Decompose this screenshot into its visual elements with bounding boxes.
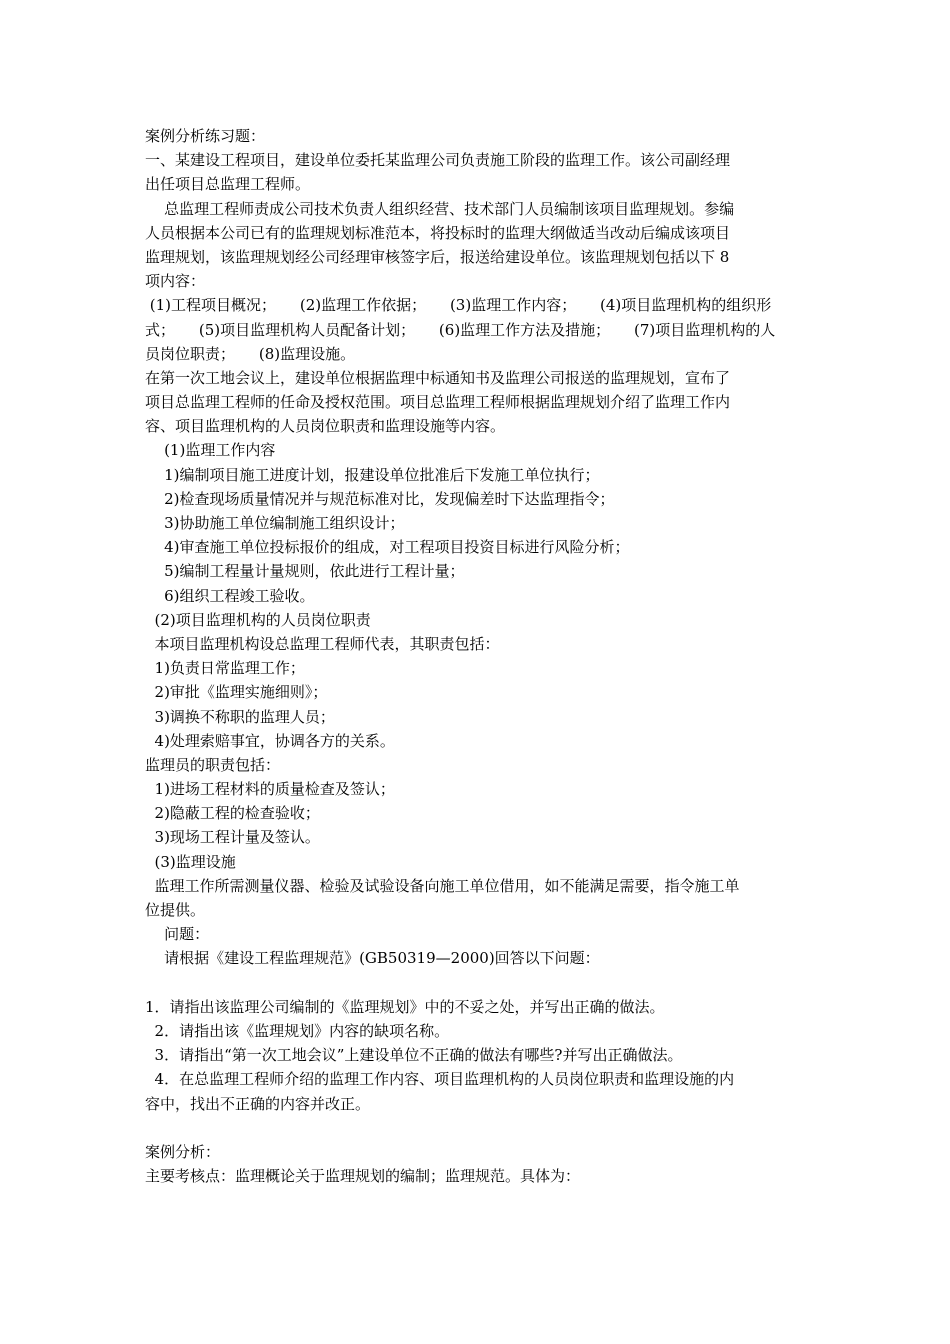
text-line: 4)处理索赔事宜，协调各方的关系。 [145,731,395,750]
text-line: 一、某建设工程项目，建设单位委托某监理公司负责施工阶段的监理工作。该公司副经理 [145,151,731,170]
text-line: 员岗位职责； (8)监理设施。 [145,344,356,363]
text-line: 6)组织工程竣工验收。 [145,586,315,605]
text-line: 2)审批《监理实施细则》； [145,683,328,702]
text-line: 1)负责日常监理工作； [145,659,305,678]
text-line: 人员根据本公司已有的监理规划标准范本，将投标时的监理大纲做适当改动后编成该项目 [145,223,731,242]
text-line: 总监理工程师责成公司技术负责人组织经营、技术部门人员编制该项目监理规划。参编 [145,199,735,218]
text-line: 5)编制工程量计量规则，依此进行工程计量； [145,562,465,581]
text-line: 3)调换不称职的监理人员； [145,707,335,726]
text-line: 2．请指出该《监理规划》内容的缺项名称。 [145,1021,450,1040]
text-line: 监理规划，该监理规划经公司经理审核签字后，报送给建设单位。该监理规划包括以下 8 [145,247,730,266]
text-line: 1．请指出该监理公司编制的《监理规划》中的不妥之处，并写出正确的做法。 [145,997,665,1016]
text-line: 监理工作所需测量仪器、检验及试验设备向施工单位借用，如不能满足需要，指令施工单 [145,876,740,895]
blank-line [145,971,810,995]
text-line: 2)检查现场质量情况并与规范标准对比，发现偏差时下达监理指令； [145,489,615,508]
text-line: 项目总监理工程师的任命及授权范围。项目总监理工程师根据监理规划介绍了监理工作内 [145,393,731,412]
text-line: 式； (5)项目监理机构人员配备计划； (6)监理工作方法及措施； (7)项目监理机构的人 [145,320,776,339]
text-line: 1)进场工程材料的质量检查及签认； [145,780,395,799]
text-line: 案例分析练习题： [145,127,266,145]
text-line: 1)编制项目施工进度计划，报建设单位批准后下发施工单位执行； [145,465,600,484]
text-line: 出任项目总监理工程师。 [145,175,311,194]
text-line: 3．请指出“第一次工地会议”上建设单位不正确的做法有哪些?并写出正确做法。 [145,1046,683,1065]
text-line: 3)现场工程计量及签认。 [145,828,320,847]
text-line: (3)监理设施 [145,852,236,871]
text-line: (1)工程项目概况； (2)监理工作依据； (3)监理工作内容； (4)项目监理机构的组织形 [145,296,772,315]
text-line: 项内容： [145,272,206,291]
text-line: 案例分析： [145,1142,221,1161]
text-line: 监理员的职责包括： [145,755,281,774]
text-line: (1)监理工作内容 [145,441,276,460]
blank-line [145,1116,810,1140]
text-line: 2)隐蔽工程的检查验收； [145,804,320,823]
text-line: (2)项目监理机构的人员岗位职责 [145,610,371,629]
text-line: 4．在总监理工程师介绍的监理工作内容、项目监理机构的人员岗位职责和监理设施的内 [145,1070,735,1089]
text-line: 位提供。 [145,901,206,919]
text-line: 请根据《建设工程监理规范》(GB50319—2000)回答以下问题： [145,949,600,968]
text-line: 4)审查施工单位投标报价的组成，对工程项目投资目标进行风险分析； [145,538,630,557]
text-line: 在第一次工地会议上，建设单位根据监理中标通知书及监理公司报送的监理规划，宣布了 [145,368,731,387]
text-line: 问题： [145,925,210,944]
text-line: 容、项目监理机构的人员岗位职责和监理设施等内容。 [145,417,506,436]
text-line: 主要考核点：监理概论关于监理规划的编制；监理规范。具体为： [145,1167,581,1186]
text-line: 本项目监理机构设总监理工程师代表，其职责包括： [145,634,500,653]
text-line: 3)协助施工单位编制施工组织设计； [145,514,405,532]
document-page [145,124,810,1188]
text-line: 容中，找出不正确的内容并改正。 [145,1094,371,1113]
